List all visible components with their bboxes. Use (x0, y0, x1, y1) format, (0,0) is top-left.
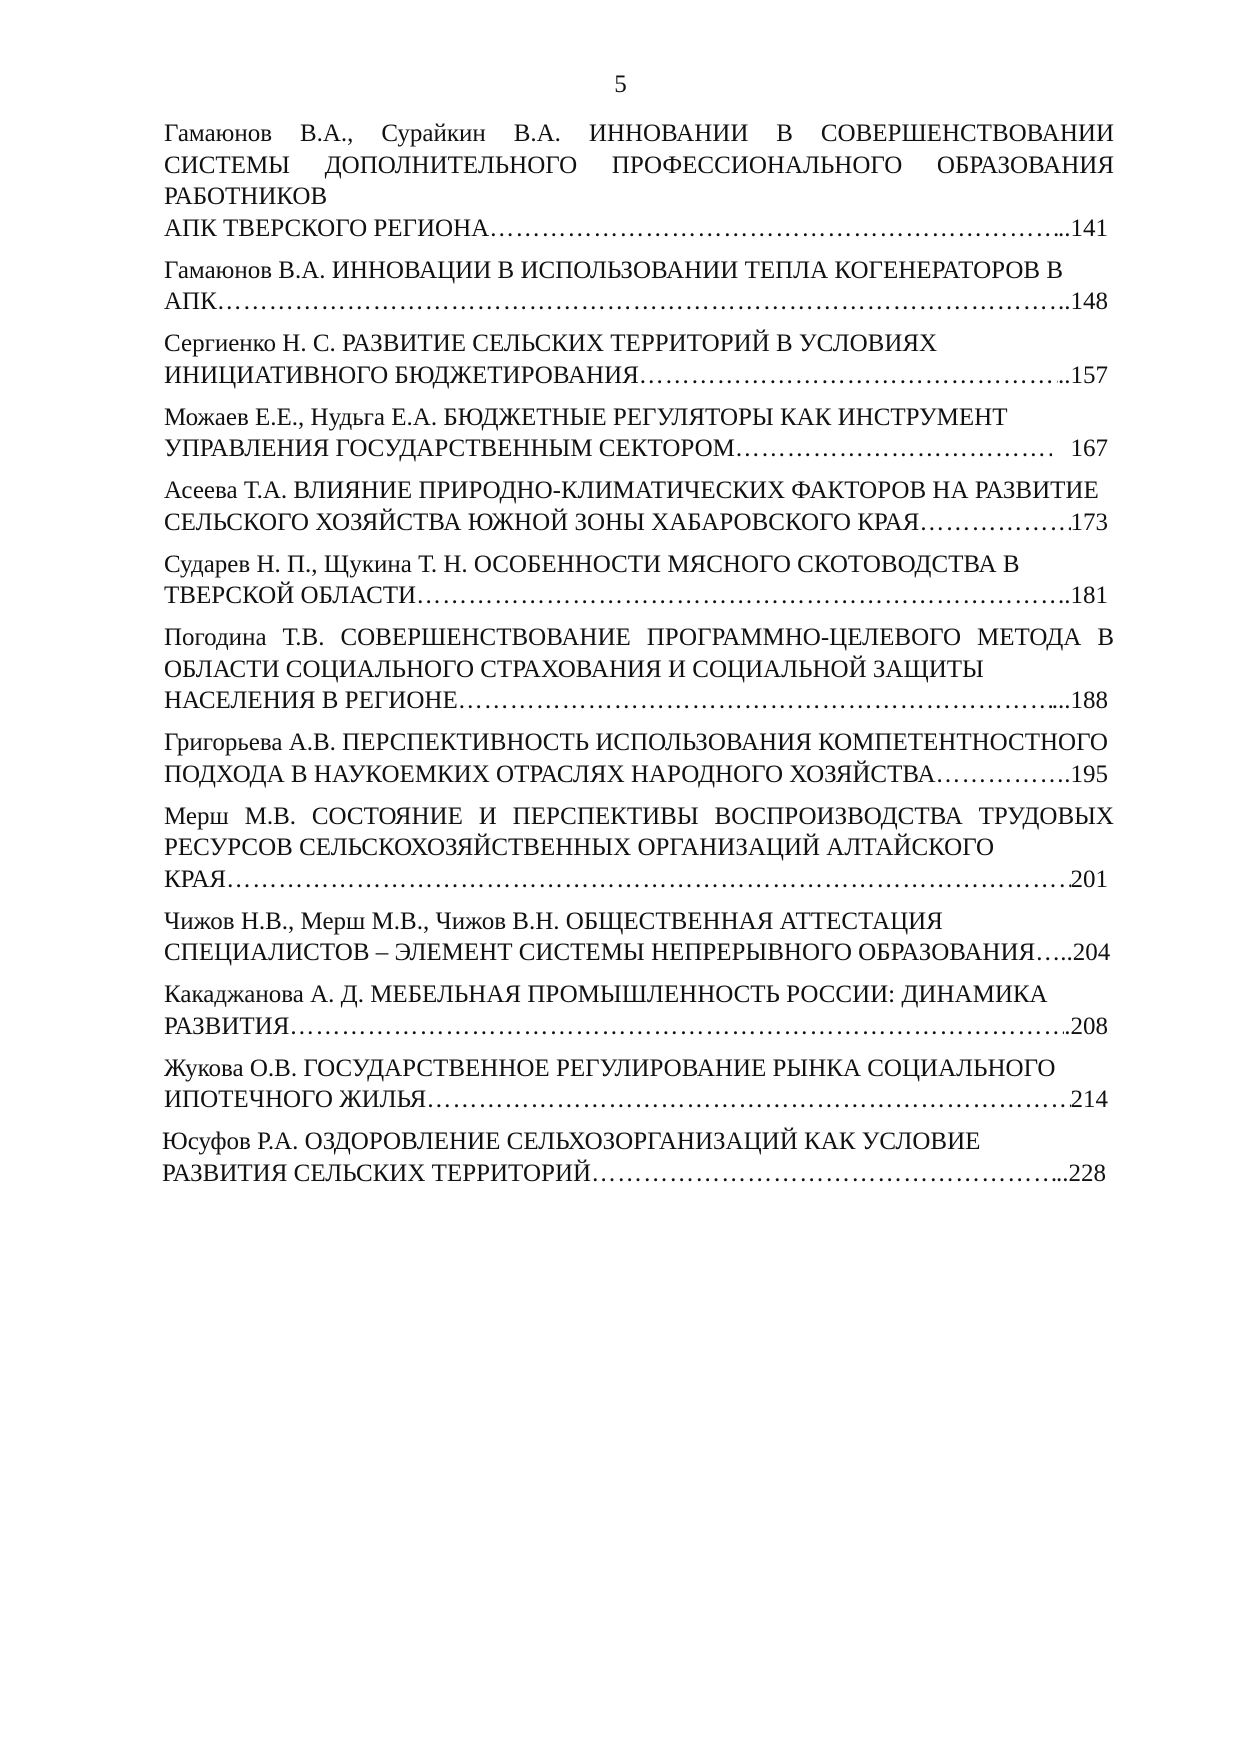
toc-entry (164, 727, 1114, 790)
toc-entry-last-line (164, 286, 1114, 318)
dot-leader (416, 580, 1058, 612)
toc-entry-last-line (164, 433, 1114, 465)
toc-page-ref: .195 (1064, 760, 1108, 788)
toc-entry-title: Можаев Е.Е., Нудьга Е.А. БЮДЖЕТНЫЕ РЕГУЛЯТОРЫ КАК ИНСТРУМЕНТ (164, 403, 1008, 431)
toc-entry-last-line (164, 507, 1114, 539)
dot-leader (919, 507, 1070, 539)
dot-leader (735, 433, 1052, 465)
toc-entry-title-end: РАЗВИТИЯ (164, 1012, 290, 1040)
toc-entry-title-end: ИНИЦИАТИВНОГО БЮДЖЕТИРОВАНИЯ (164, 361, 639, 389)
toc-entry-title: Погодина Т.В. СОВЕРШЕНСТВОВАНИЕ ПРОГРАММНО-ЦЕЛЕВОГО МЕТОДА В ОБЛАСТИ СОЦИАЛЬНОГО СТРАХОВАНИЯ И СОЦИАЛЬНОЙ ЗАЩИТЫ (164, 624, 1114, 683)
dot-leader (591, 1158, 1056, 1190)
toc-entry-last-line (164, 1011, 1114, 1043)
toc-entry-title-end: ИПОТЕЧНОГО ЖИЛЬЯ (164, 1086, 427, 1113)
table-of-contents (164, 118, 1114, 1200)
toc-entry-last-line (162, 1158, 1112, 1190)
dot-leader (217, 286, 1058, 318)
toc-entry-title: Мерш М.В. СОСТОЯНИЕ И ПЕРСПЕКТИВЫ ВОСПРОИЗВОДСТВА ТРУДОВЫХ РЕСУРСОВ СЕЛЬСКОХОЗЯЙСТВЕННЫХ ОРГАНИЗАЦИЙ АЛТАЙСКОГО (164, 802, 1114, 861)
dot-leader (458, 685, 1052, 717)
toc-page-ref: ...188 (1051, 687, 1108, 714)
toc-entry-title: Сергиенко Н. С. РАЗВИТИЕ СЕЛЬСКИХ ТЕРРИТОРИЙ В УСЛОВИЯХ (164, 330, 938, 357)
toc-entry-title-end: АПК ТВЕРСКОГО РЕГИОНА (164, 214, 490, 242)
page-number: 5 (614, 71, 627, 98)
toc-entry-title-end: СПЕЦИАЛИСТОВ – ЭЛЕМЕНТ СИСТЕМЫ НЕПРЕРЫВНОГО ОБРАЗОВАНИЯ (164, 939, 1036, 966)
toc-entry-title: Юсуфов Р.А. ОЗДОРОВЛЕНИЕ СЕЛЬХОЗОРГАНИЗАЦИЙ КАК УСЛОВИЕ (162, 1128, 981, 1155)
toc-entry-title-end: НАСЕЛЕНИЯ В РЕГИОНЕ (164, 687, 458, 714)
toc-page-ref: ..181 (1058, 582, 1108, 609)
toc-page-ref: …..204 (1035, 939, 1111, 966)
toc-entry-last-line (164, 213, 1114, 245)
toc-page-ref: ..228 (1056, 1159, 1106, 1187)
toc-entry-last-line (164, 1084, 1114, 1116)
dot-leader (489, 213, 1058, 245)
dot-leader (226, 864, 1070, 896)
toc-entry (164, 622, 1114, 717)
toc-page-ref: ..141 (1058, 214, 1108, 242)
dot-leader (289, 1011, 1064, 1043)
toc-entry-title-end: ТВЕРСКОЙ ОБЛАСТИ (164, 582, 417, 609)
toc-entry-title-end: ПОДХОДА В НАУКОЕМКИХ ОТРАСЛЯХ НАРОДНОГО ХОЗЯЙСТВА (164, 760, 936, 788)
toc-entry (162, 1126, 1114, 1189)
toc-entry-title: Асеева Т.А. ВЛИЯНИЕ ПРИРОДНО-КЛИМАТИЧЕСКИХ ФАКТОРОВ НА РАЗВИТИЕ (164, 477, 1099, 504)
toc-entry-last-line (164, 580, 1114, 612)
dot-leader (936, 759, 1065, 791)
toc-entry (164, 118, 1114, 244)
toc-entry-title-end: РАЗВИТИЯ СЕЛЬСКИХ ТЕРРИТОРИЙ (162, 1159, 592, 1187)
toc-entry-last-line (164, 864, 1114, 896)
toc-entry-title: Жукова О.В. ГОСУДАРСТВЕННОЕ РЕГУЛИРОВАНИЕ РЫНКА СОЦИАЛЬНОГО (164, 1054, 1056, 1082)
toc-entry-last-line (164, 685, 1114, 717)
toc-entry-last-line (164, 937, 1114, 969)
toc-page-ref: 214 (1070, 1086, 1108, 1113)
toc-entry-title: Григорьева А.В. ПЕРСПЕКТИВНОСТЬ ИСПОЛЬЗОВАНИЯ КОМПЕТЕНТНОСТНОГО (164, 729, 1108, 756)
toc-page-ref: ..148 (1058, 288, 1108, 315)
toc-entry-title-end: АПК (164, 288, 217, 315)
toc-page-ref: .208 (1064, 1012, 1108, 1040)
toc-entry (164, 1053, 1114, 1116)
toc-entry (164, 801, 1114, 896)
toc-entry-title-end: СЕЛЬСКОГО ХОЗЯЙСТВА ЮЖНОЙ ЗОНЫ ХАБАРОВСКОГО КРАЯ (164, 508, 920, 536)
toc-entry-last-line (164, 759, 1114, 791)
toc-entry (164, 328, 1114, 391)
toc-entry-title-end: КРАЯ (164, 865, 227, 893)
toc-page-ref: 173 (1070, 508, 1108, 536)
toc-entry (164, 906, 1114, 969)
toc-entry (164, 475, 1114, 538)
toc-entry-title: Гамаюнов В.А., Сурайкин В.А. ИННОВАНИИ В СОВЕРШЕНСТВОВАНИИ СИСТЕМЫ ДОПОЛНИТЕЛЬНОГО ПРОФЕССИОНАЛЬНОГО ОБРАЗОВАНИЯ РАБОТНИКОВ (164, 120, 1114, 210)
toc-entry-title-end: УПРАВЛЕНИЯ ГОСУДАРСТВЕННЫМ СЕКТОРОМ (164, 435, 735, 462)
toc-entry-title: Сударев Н. П., Щукина Т. Н. ОСОБЕННОСТИ МЯСНОГО СКОТОВОДСТВА В (164, 550, 1020, 578)
toc-entry (164, 402, 1114, 465)
toc-entry-title: Чижов Н.В., Мерш М.В., Чижов В.Н. ОБЩЕСТВЕННАЯ АТТЕСТАЦИЯ (164, 907, 943, 935)
dot-leader (639, 360, 1058, 392)
toc-page-ref: 167 (1051, 435, 1108, 462)
toc-entry (164, 255, 1114, 318)
toc-entry (164, 979, 1114, 1042)
toc-page-ref: 201 (1070, 865, 1108, 893)
toc-entry-title: Какаджанова А. Д. МЕБЕЛЬНАЯ ПРОМЫШЛЕННОСТЬ РОССИИ: ДИНАМИКА (164, 981, 1048, 1008)
toc-page-ref: ..157 (1058, 361, 1108, 389)
toc-entry (164, 549, 1114, 612)
dot-leader (426, 1084, 1070, 1116)
toc-entry-title: Гамаюнов В.А. ИННОВАЦИИ В ИСПОЛЬЗОВАНИИ ТЕПЛА КОГЕНЕРАТОРОВ В (164, 256, 1063, 284)
toc-entry-last-line (164, 360, 1114, 392)
